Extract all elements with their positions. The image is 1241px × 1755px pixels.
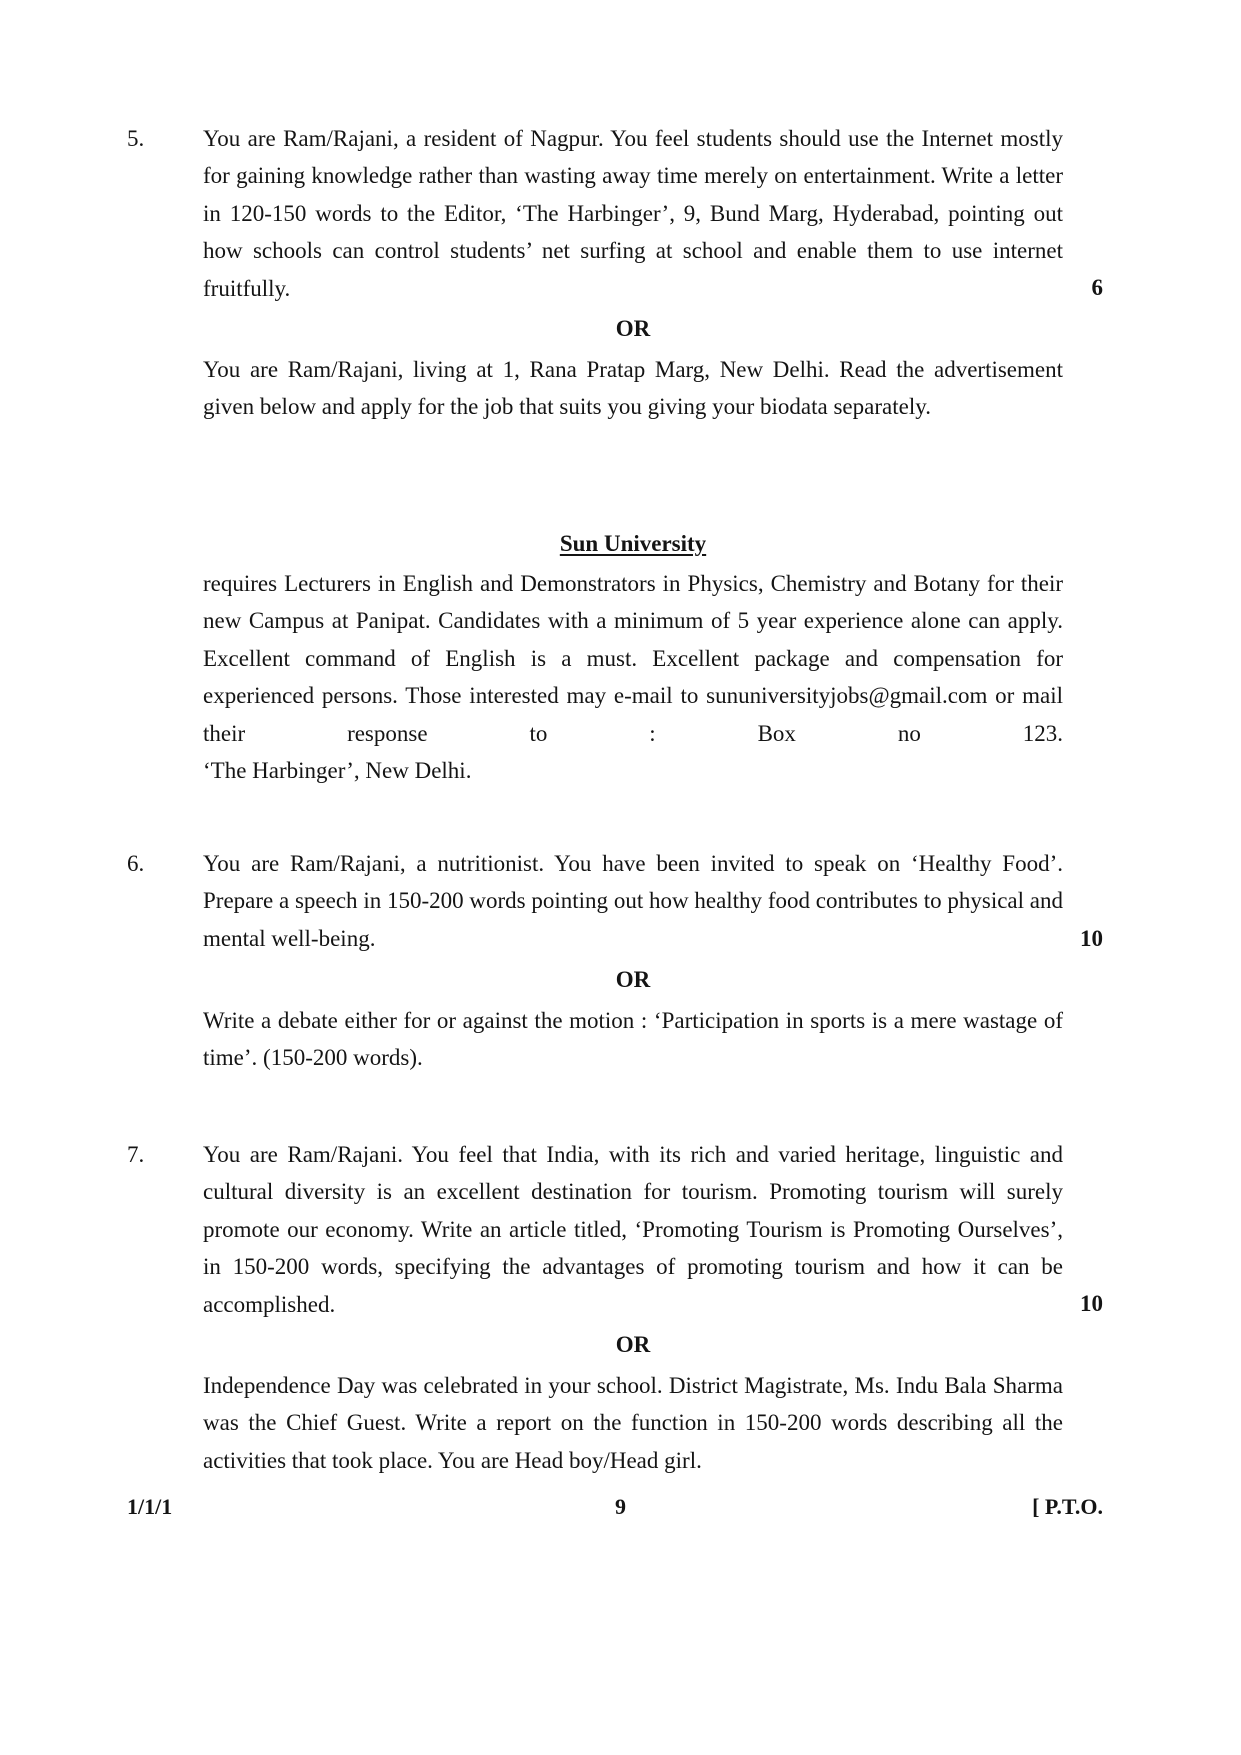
- question-6-number: 6.: [127, 851, 145, 876]
- question-6-text: You are Ram/Rajani, a nutritionist. You have been invited to speak on ‘Healthy Food’. Prepare a speech in 150-200 words pointing out how healthy food contributes to physical and mental well-being.: [203, 851, 1063, 951]
- question-5-number: 5.: [127, 126, 145, 151]
- question-5-alt-text: You are Ram/Rajani, living at 1, Rana Pratap Marg, New Delhi. Read the advertisement given below and apply for the job that suits you giving your biodata separately.: [203, 357, 1063, 420]
- advertisement-text: requires Lecturers in English and Demonstrators in Physics, Chemistry and Botany for their new Campus at Panipat. Candidates with a minimum of 5 year experience alone can apply. Excellent command of English is a must. Excellent package and compensation for experienced persons. Those interested may e-mail to sununiversityjobs@gmail.com or mail their response to : Box no 123.: [203, 571, 1063, 746]
- advertisement-text-end: ‘The Harbinger’, New Delhi.: [203, 758, 472, 783]
- paper-code: 1/1/1: [127, 1494, 173, 1519]
- advertisement-heading: Sun University: [559, 531, 707, 556]
- question-5-text: You are Ram/Rajani, a resident of Nagpur. You feel students should use the Internet mostly for gaining knowledge rather than wasting away time merely on entertainment. Write a letter in 120-150 words to the Editor, ‘The Harbinger’, 9, Bund Marg, Hyderabad, pointing out how schools can control students’ net surfing at school and enable them to use internet fruitfully.: [203, 126, 1063, 301]
- question-6-or: OR: [615, 967, 651, 992]
- question-7-or: OR: [615, 1332, 651, 1357]
- question-5-or: OR: [615, 316, 651, 341]
- question-7-number: 7.: [127, 1142, 145, 1167]
- question-6-marks: 10: [1080, 926, 1103, 951]
- page-number: 9: [615, 1494, 626, 1519]
- question-7-text: You are Ram/Rajani. You feel that India, with its rich and varied heritage, linguistic and cultural diversity is an excellent destination for tourism. Promoting tourism will surely promote our economy. Write an article titled, ‘Promoting Tourism is Promoting Ourselves’, in 150-200 words, specifying the advantages of promoting tourism and how it can be accomplished.: [203, 1142, 1063, 1317]
- question-7-marks: 10: [1080, 1291, 1103, 1316]
- pto-label: [ P.T.O.: [1032, 1494, 1103, 1519]
- question-5-marks: 6: [1091, 275, 1103, 300]
- question-6-alt-text: Write a debate either for or against the motion : ‘Participation in sports is a mere wastage of time’. (150-200 words).: [203, 1008, 1063, 1071]
- question-7-alt-text: Independence Day was celebrated in your school. District Magistrate, Ms. Indu Bala Sharma was the Chief Guest. Write a report on the function in 150-200 words describing all the activities that took place. You are Head boy/Head girl.: [203, 1373, 1063, 1473]
